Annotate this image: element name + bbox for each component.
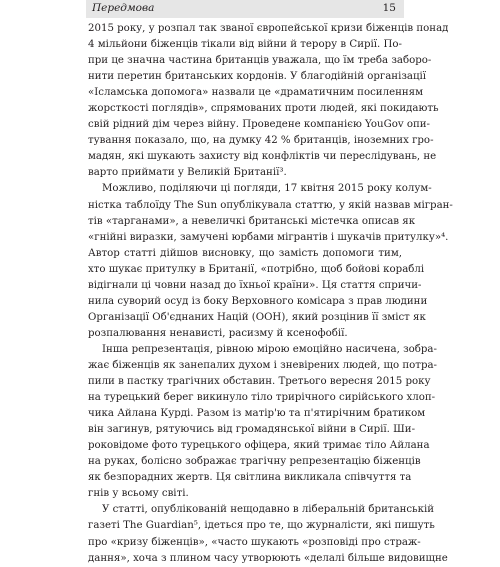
- paragraph: [88, 21, 449, 181]
- text-line: пили в пастку трагічних обставин. Третього вересня 2015 року: [88, 376, 431, 388]
- text-line: він загинув, рятуючись від громадянської війни в Сирії. Ши-: [88, 424, 416, 436]
- text-line: нити перетин британських кордонів. У благодійній організації: [88, 71, 427, 83]
- text-line: Автор статті дійшов висновку, що замість допомоги тим,: [88, 247, 402, 259]
- page-number: 15: [382, 2, 396, 14]
- text-line: хто шукає притулку в Британії, «потрібно, щоб бойові кораблі: [88, 263, 425, 275]
- chapter-title: Передмова: [92, 2, 155, 14]
- running-header: [86, 0, 404, 18]
- text-line: «гнійні виразки, замучені юрбами мігрантів і шукачів притулку»⁴.: [88, 231, 449, 243]
- body-text: [88, 21, 453, 567]
- paragraph: [88, 342, 437, 502]
- text-line: свій рідний дім через війну. Проведене компанією YouGov опи-: [88, 119, 431, 131]
- text-line: Організації Об'єднаних Націй (ООН), який розцінив її зміст як: [88, 311, 426, 323]
- text-line: розпалювання ненависті, расизму й ксенофобії.: [88, 327, 348, 339]
- text-line: «Ісламська допомога» назвали це «драматичним посиленням: [88, 87, 424, 99]
- text-line: гнів у всьому світі.: [88, 488, 189, 500]
- paragraph: [88, 502, 448, 566]
- text-line: Інша репрезентація, рівною мірою емоційно насичена, зобра-: [102, 343, 437, 355]
- text-line: 2015 року, у розпал так званої європейської кризи біженців понад: [88, 23, 449, 34]
- text-line: У статті, опублікованій нещодавно в ліберальній британській: [102, 504, 435, 516]
- text-line: чика Айлана Курді. Разом із матір'ю та п'ятирічним братиком: [88, 408, 426, 420]
- text-line: тів «тарганами», а невеличкі британські містечка описав як: [88, 215, 416, 227]
- text-line: газеті The Guardian⁵, ідеться про те, що журналісти, які пишуть: [88, 520, 435, 532]
- text-line: дання», хоча з плином часу утворюють «делалі більше видовищне: [88, 552, 448, 564]
- text-line: відігнали ці човни назад до їхньої країни». Ця стаття спричи-: [88, 279, 422, 291]
- text-line: жає біженців як занепалих духом і зневірених людей, що потра-: [88, 359, 437, 371]
- text-line: про «кризу біженців», «часто шукають «розповіді про страж-: [88, 536, 421, 548]
- text-line: на турецький берег викинуло тіло трирічного сирійського хлоп-: [88, 392, 436, 404]
- paragraph: [88, 181, 453, 341]
- text-line: мадян, які шукають захисту від конфліктів чи переслідувань, не: [88, 151, 437, 163]
- text-line: варто приймати у Великій Британії³.: [88, 167, 287, 179]
- text-line: при це значна частина британців уважала, що їм треба заборо-: [88, 55, 432, 67]
- text-line: нила суворий осуд із боку Верховного комісара з прав людини: [88, 295, 428, 307]
- text-line: ністка таблоїду The Sun опублікувала статтю, у якій назвав мігран-: [88, 199, 453, 211]
- text-line: тування показало, що, на думку 42 % британців, іноземних гро-: [88, 135, 434, 147]
- text-line: 4 мільйони біженців тікали від війни й терору в Сирії. По-: [88, 39, 402, 51]
- text-line: роковідоме фото турецького офіцера, який тримає тіло Айлана: [88, 440, 430, 452]
- text-line: на руках, болісно зображає трагічну репрезентацію біженців: [88, 456, 421, 468]
- text-line: як безпорадних жертв. Ця світлина викликала співчуття та: [88, 472, 412, 484]
- text-line: Можливо, поділяючи ці погляди, 17 квітня 2015 року колум-: [102, 183, 432, 195]
- text-line: жорсткості поглядів», спрямованих проти людей, які покидають: [88, 103, 439, 115]
